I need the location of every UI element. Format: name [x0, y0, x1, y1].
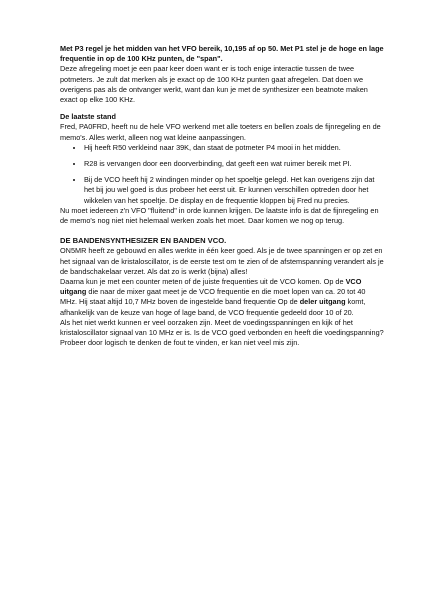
band-synth-paragraph-2: [60, 277, 384, 318]
vfo-adjust-lead: Met P3 regel je het midden van het VFO bereik, 10,195 af op 50. Met P1 stel je de hoge en lage frequentie in op de 100 KHz punten, de "span".: [60, 44, 384, 64]
text-run: die naar de mixer gaat meet je de VCO frequentie en die moet lopen van ca. 20 tot 40 MHz. Hij staat altijd 10,7 MHz boven de ingestelde band frequentie Op de: [60, 287, 366, 307]
section-heading-last-status: De laatste stand: [60, 112, 116, 122]
section-heading-band-synthesizer: DE BANDENSYNTHESIZER EN BANDEN VCO.: [60, 236, 227, 246]
vfo-adjust-body: Deze afregeling moet je een paar keer doen want er is toch enige interactie tussen de twee potmeters. Je zult dat merken als je exact op de 100 KHz punten gaat afregelen. Dat doen we overigens pas als de ontvanger werkt, want dan kun je met de synthesizer een beatnote maken exact op elke 100 KHz.: [60, 64, 368, 105]
divider-output-label: deler uitgang: [299, 297, 346, 307]
text-run: Daarna kun je met een counter meten of de juiste frequenties uit de VCO komen. Op de: [60, 277, 346, 287]
text-run: komt, afhankelijk van de keuze van hoge of lage band, de VCO frequentie gedeeld door 10 of 20.: [60, 297, 366, 317]
band-synth-paragraph-1: ON5MR heeft ze gebouwd en alles werkte in één keer goed. Als je de twee spanningen er op zet en het signaal van de kristaloscillator, is de eerste test om te zien of de afstemspanning verandert als je de bandschakelaar verzet. Als dat zo is werkt (bijna) alles!: [60, 246, 384, 276]
list-item: • Bij de VCO heeft hij 2 windingen minder op het spoeltje gelegd. Het kan overigens zijn dat het bij jou wel goed is dus probeer het eerst uit. Er kunnen verschillen optreden door het wikkelen van het spoeltje. De display en de frequentie kloppen bij Fred nu precies.: [84, 175, 384, 206]
last-status-outro: Nu moet iedereen z'n VFO "fluitend" in orde kunnen krijgen. De laatste info is dat de fijnregeling en de memo's nog niet niet helemaal werken zoals het moet. Daar komen we nog op terug.: [60, 205, 379, 226]
vco-output-label: VCO uitgang: [60, 277, 362, 297]
list-item: • Hij heeft R50 verkleind naar 39K, dan staat de potmeter P4 mooi in het midden.: [84, 143, 384, 153]
list-item: • R28 is vervangen door een doorverbinding, dat geeft een wat ruimer bereik met PI.: [84, 159, 384, 169]
modifications-list: [60, 143, 384, 206]
band-synth-paragraph-3: Als het niet werkt kunnen er veel oorzaken zijn. Meet de voedingsspanningen en kijk of het kristaloscillator signaal van 10 MHz er is. Is de VCO goed verbonden en heeft die voedingspanning? Probeer door logisch te denken de fout te vinden, er kan niet veel mis zijn.: [60, 317, 384, 348]
last-status-intro: Fred, PA0FRD, heeft nu de hele VFO werkend met alle toeters en bellen zoals de fijnregeling en de memo's. Alles werkt, alleen nog wat kleine aanpassingen.: [60, 122, 381, 142]
